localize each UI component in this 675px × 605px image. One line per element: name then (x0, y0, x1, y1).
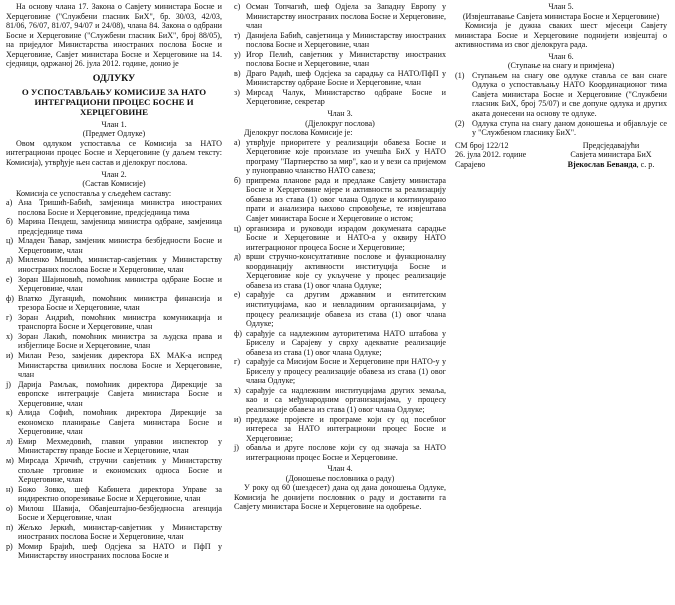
list-item-marker: и) (6, 350, 14, 360)
list-item-marker: г) (6, 312, 13, 322)
list-item (6, 437, 222, 456)
list-item-marker: е) (6, 274, 13, 284)
list-item-marker: (1) (455, 70, 465, 80)
column-left (6, 2, 222, 561)
list-item (455, 119, 667, 138)
list-item (234, 357, 446, 386)
duties-list (234, 138, 446, 463)
list-item-marker: а) (6, 198, 13, 208)
list-item-marker: х) (234, 385, 241, 395)
list-item (234, 224, 446, 253)
list-item-text: Драго Радић, шеф Одсјека за сарадњу са НАТО/ПфП у Министарству одбране Босне и Херцеговине, члан (246, 68, 446, 88)
list-item (234, 2, 446, 31)
list-item-text: Зоран Лакић, помоћник министра за људска права и избјеглице Босне и Херцеговине, члан (18, 331, 222, 351)
list-item-text: Игор Пелић, савјетник у Министарству иностраних послова Босне и Херцеговине, члан (246, 49, 446, 69)
list-item-marker: ф) (6, 293, 14, 303)
list-item-marker: х) (6, 331, 13, 341)
article-1-title: Члан 1. (101, 119, 127, 129)
list-item-text: Одлука ступа на снагу даном доношења и објављује се у "Службеном гласнику БиХ". (472, 118, 667, 138)
reference-number: СМ број 122/12 (455, 140, 509, 150)
signature-date: 26. јула 2012. године (455, 150, 527, 160)
list-item-marker: п) (6, 522, 14, 532)
list-item-text: Божо Зовко, шеф Кабинета директора Управе за индиректно опорезивање Босне и Херцеговине, члан (18, 484, 222, 504)
list-item (6, 485, 222, 504)
article-6-list (455, 71, 667, 138)
list-item-text: Влатко Дуганџић, помоћник министра финансија и трезора Босне и Херцеговине, члан (18, 293, 222, 313)
list-item (234, 443, 446, 462)
signature-place: Сарајево (455, 159, 486, 169)
list-item (6, 542, 222, 561)
article-2-subtitle: (Састав Комисије) (82, 179, 146, 189)
list-item-text: Милан Резо, замјеник директора БХ МАК-а испред Министарства цивилних послова Босне и Херцеговине, члан (18, 350, 222, 380)
article-3-subtitle: (Дјелокруг послова) (305, 118, 375, 128)
list-item-text: сарађује са надлежним ауторитетима НАТО штабова у Бриселу и Сарајеву у сврху адекватне реализације обавеза из става (1) овог члана Одлуке; (246, 328, 446, 357)
list-item-text: обавља и друге послове који су од значаја за НАТО интеграциони процес Босне и Херцеговине. (246, 443, 446, 462)
document-subtitle: О УСПОСТАВЉАЊУ КОМИСИЈЕ ЗА НАТО ИНТЕГРАЦИОНИ ПРОЦЕС БОСНЕ И ХЕРЦЕГОВИНЕ (21, 86, 207, 117)
signature-block (455, 141, 667, 170)
list-item-marker: к) (6, 408, 13, 418)
signatory-line (555, 160, 667, 170)
list-item-text: Жељко Јеркић, министар-савјетник у Министарству иностраних послова Босне и Херцеговине, члан (18, 522, 222, 542)
article-4-title: Члан 4. (327, 464, 353, 474)
list-item-marker: д) (234, 252, 241, 262)
list-item-marker: б) (6, 217, 13, 227)
list-item-text: Момир Брајић, шеф Одсјека за НАТО и ПфП у Министарству иностраних послова Босне и (18, 541, 222, 561)
list-item (234, 176, 446, 224)
list-item-marker: м) (6, 455, 14, 465)
list-item-text: припрема планове рада и предлаже Савјету министара Босне и Херцеговине мјере и активности за реализацију обавеза из става (1) овог члана Одлуке и континуирано прати и анализира њихово спровођење, те извјештава Савјет министара Босне и Херцеговине о истом; (246, 175, 446, 224)
list-item-text: сарађује са надлежним институцијама других земаља, као и са међународним организацијама, у процесу реализације обавеза из става (1) овог члана Одлуке; (246, 385, 446, 414)
article-3-title: Члан 3. (327, 109, 353, 119)
preamble: На основу члана 17. Закона о Савјету министара Босне и Херцеговине ("Службени гласник БиХ", бр. 30/03, 42/03, 81/06, 76/07, 81/07, 94/07 и 24/08), члана 84. Закона о одбрани Босне и Херцеговине ("Службени гласник БиХ", број 88/05), на приједлог Министарства иностраних послова Босне и Херцеговине, Савјет министара Босне и Херцеговине на 14. сједници, одржаној 26. јула 2012. године, донио је (6, 2, 222, 69)
list-item (234, 31, 446, 50)
column-right (455, 2, 667, 169)
list-item-marker: е) (234, 290, 241, 300)
article-1-subtitle: (Предмет Одлуке) (82, 129, 146, 139)
list-item-text: Марина Пендеш, замјеница министра одбране, замјеница предсједнице тима (18, 217, 222, 236)
list-item-text: сарађује са Мисијом Босне и Херцеговине при НАТО-у у Бриселу у процесу реализације обавеза из става (1) овог члана Одлуке; (246, 357, 446, 386)
list-item-marker: а) (234, 137, 241, 147)
article-3-intro: Дјелокруг послова Комисије је: (244, 128, 353, 138)
signature-right (555, 141, 667, 170)
list-item-marker: ц) (234, 223, 242, 233)
list-item-text: Ана Тришић-Бабић, замјеница министра иностраних послова Босне и Херцеговине, предсједница тима (18, 198, 222, 217)
list-item-marker: в) (234, 68, 241, 78)
list-item (6, 198, 222, 217)
list-item (234, 88, 446, 107)
list-item (6, 313, 222, 332)
list-item-marker: т) (234, 30, 241, 40)
list-item (234, 329, 446, 358)
list-item-marker: ј) (6, 379, 11, 389)
list-item (234, 252, 446, 290)
list-item-marker: ц) (6, 236, 14, 246)
list-item-marker: д) (6, 255, 13, 265)
list-item-text: Осман Топчагић, шеф Одјела за Западну Европу у Министарству иностраних послова Босне и Херцеговине, члан (246, 2, 446, 31)
list-item (6, 456, 222, 485)
list-item (234, 290, 446, 328)
list-item-text: Ступањем на снагу ове одлуке ставља се ван снаге Одлука о успостављању НАТО Координационог тима Савјета министара Босне и Херцеговине ("Службени гласник БиХ, број 75/07) и све допуне одлука и других аката донесени на основу те одлуке. (472, 70, 667, 119)
list-item (6, 523, 222, 542)
list-item-text: Алида Софић, помоћник директора Дирекције за економско планирање Савјета министара Босне и Херцеговине, члан (18, 408, 222, 437)
list-item-marker: н) (6, 484, 14, 494)
list-item-text: Мирсад Чалук, Министарство одбране Босне и Херцеговине, секретар (246, 87, 446, 107)
list-item-text: Зоран Андрић, помоћник министра комуникација и транспорта Босне и Херцеговине, члан (18, 312, 222, 332)
signatory-suffix: , с. р. (636, 159, 655, 169)
list-item (6, 236, 222, 255)
list-item-text: Младен Ћавар, замјеник министра безбједности Босне и Херцеговине, члан (18, 236, 222, 255)
article-6-subtitle: (Ступање на снагу и примјена) (507, 61, 615, 71)
list-item-marker: р) (6, 541, 13, 551)
list-item (234, 69, 446, 88)
list-item-marker: з) (234, 87, 240, 97)
list-item (234, 138, 446, 176)
list-item-text: предлаже пројекте и програме који су од посебног интереса за НАТО интеграциони процес Босне и Херцеговине; (246, 414, 446, 443)
article-5-subtitle: (Извјештавање Савјета министара Босне и Херцеговине) (462, 11, 660, 21)
list-item (6, 408, 222, 437)
list-item (234, 50, 446, 69)
list-item (234, 386, 446, 415)
article-4-subtitle: (Доношење пословника о раду) (285, 473, 395, 483)
list-item-marker: л) (6, 436, 13, 446)
list-item (6, 294, 222, 313)
list-item-marker: ј) (234, 443, 239, 453)
list-item (6, 504, 222, 523)
member-list (6, 198, 222, 561)
article-1-text: Овом одлуком успоставља се Комисија за НАТО интеграциони процес Босне и Херцеговине (у даљем тексту: Комисија), утврђује њен састав и дјелокруг послова. (6, 138, 222, 168)
list-item-marker: г) (234, 357, 241, 367)
article-2-intro: Комисија се успоставља у сљедећем саставу: (16, 188, 172, 198)
list-item (6, 217, 222, 236)
list-item-text: Миленко Мишић, министар-савјетник у Министарству иностраних послова Босне и Херцеговине, члан (18, 255, 222, 275)
document-title: ОДЛУКУ (92, 72, 136, 84)
signatory-body: Савјета министара БиХ (570, 150, 652, 160)
column-middle (234, 2, 446, 512)
list-item-marker: о) (6, 503, 13, 513)
list-item (234, 415, 446, 444)
list-item (6, 332, 222, 351)
list-item (6, 380, 222, 409)
list-item-marker: б) (234, 175, 241, 185)
list-item (6, 255, 222, 274)
list-item-text: сарађује са другим државним и ентитетским институцијама, као и невладиним организацијама, у процесу реализације обавеза из става (1) овог члана Одлуке; (246, 290, 446, 329)
list-item-text: Мирсада Хрнчић, стручни савјетник у Министарству спољне трговине и економских односа Босне и Херцеговине, члан (18, 455, 222, 485)
list-item-text: Зоран Шајиновић, помоћник министра одбране Босне и Херцеговине, члан (18, 274, 222, 294)
list-item-text: Дарија Рамљак, помоћник директора Дирекције за европске интеграције Савјета министара Босне и Херцеговине, члан (18, 379, 222, 408)
article-5-title: Члан 5. (548, 2, 574, 11)
article-5-text: Комисија је дужна сваких шест мјесеци Савјету министара Босне и Херцеговине поднијети извјештај о активностима из свог дјелокруга рада. (455, 21, 667, 50)
article-6-title: Члан 6. (548, 51, 574, 61)
list-item (455, 71, 667, 119)
member-list-continued (234, 2, 446, 107)
list-item-marker: (2) (455, 118, 465, 128)
list-item-text: утврђује приоритете у реализацији обавеза Босне и Херцеговине које произлазе из учешћа БиХ у НАТО програму "Партнерство за мир", као и у вези са пријемом у пуноправно чланство НАТО савеза; (246, 137, 446, 176)
signatory-name: Вјекослав Беванда (567, 159, 637, 169)
list-item-text: Емир Мехмедовић, главни управни инспектор у Министарству правде Босне и Херцеговине, члан (18, 436, 222, 456)
list-item-marker: и) (234, 414, 242, 424)
list-item-marker: ф) (234, 328, 242, 338)
list-item-text: Милош Шавија, Обавјештајно-безбједносна агенција Босне и Херцеговине, члан (18, 503, 222, 523)
list-item-text: Даниjела Бабић, савјетница у Министарству иностраних послова Босне и Херцеговине, члан (246, 30, 446, 50)
list-item-text: врши стручно-консултативне послове и функционалну координацију активности институција Босне и Херцеговине које су укључене у процес реализације обавеза из става (1) овог члана Одлуке; (246, 252, 446, 290)
list-item (6, 275, 222, 294)
list-item (6, 351, 222, 380)
signature-left (455, 141, 547, 170)
list-item-marker: с) (234, 2, 241, 11)
list-item-marker: у) (234, 49, 241, 59)
article-4-text: У року од 60 (шездесет) дана од дана доношења Одлуке, Комисија ће донијети пословник о раду и доставити га Савјету министара Босне и Херцеговине на одобрење. (234, 483, 446, 512)
list-item-text: организира и руководи израдом докумената сарадње Босне и Херцеговине и НАТО-а у оквиру НАТО интеграционог процеса Босне и Херцеговине; (246, 223, 446, 252)
signatory-role: Предсједавајући (582, 140, 640, 150)
article-2-title: Члан 2. (101, 169, 127, 179)
